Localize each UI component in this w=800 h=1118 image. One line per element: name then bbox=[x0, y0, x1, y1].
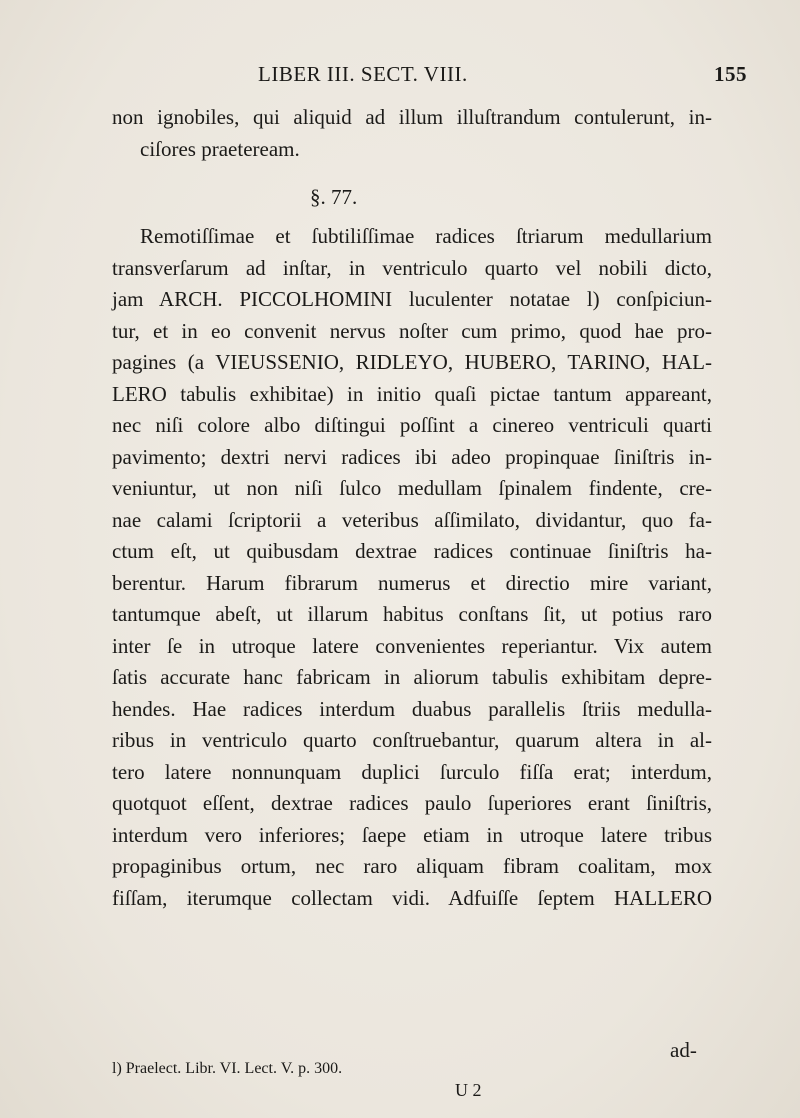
text-line: LERO tabulis exhibitae) in initio quaſi pictae tantum appareant, bbox=[112, 381, 712, 406]
text-line: veniuntur, ut non niſi ſulco medullam ſpinalem findente, cre- bbox=[112, 476, 712, 500]
catchword: ad- bbox=[670, 1038, 697, 1062]
text-line: hendes. Hae radices interdum duabus parallelis ſtriis medulla- bbox=[112, 696, 712, 721]
text-line: tero latere nonnunquam duplici ſurculo fiſſa erat; interdum, bbox=[112, 759, 712, 784]
text-line: pavimento; dextri nervi radices ibi adeo propinquae ſiniſtris in- bbox=[112, 444, 712, 469]
text-line: ribus in ventriculo quarto conſtruebantur, quarum altera in al- bbox=[112, 728, 712, 752]
text-line: pagines (a VIEUSSENIO, RIDLEYO, HUBERO, TARINO, HAL- bbox=[112, 350, 712, 374]
text-line: nec niſi colore albo diſtingui poſſint a cinereo ventriculi quarti bbox=[112, 413, 712, 437]
text-line: non ignobiles, qui aliquid ad illum illuſtrandum contulerunt, in- bbox=[112, 105, 712, 129]
text-line: fiſſam, iterumque collectam vidi. Adfuiſſe ſeptem HALLERO bbox=[112, 885, 712, 910]
text-line: inter ſe in utroque latere convenientes reperiantur. Vix autem bbox=[112, 633, 712, 658]
footnote: l) Praelect. Libr. VI. Lect. V. p. 300. bbox=[112, 1060, 343, 1077]
text-line: nae calami ſcriptorii a veteribus aſſimilato, dividantur, quo fa- bbox=[112, 507, 712, 532]
page-number: 155 bbox=[714, 62, 747, 86]
section-number: §. 77. bbox=[310, 185, 358, 209]
running-head: LIBER III. SECT. VIII. bbox=[258, 62, 468, 86]
signature-mark: U 2 bbox=[455, 1080, 482, 1100]
text-line: interdum vero inferiores; ſaepe etiam in utroque latere tribus bbox=[112, 822, 712, 847]
text-line: tur, et in eo convenit nervus noſter cum primo, quod hae pro- bbox=[112, 318, 712, 343]
text-line: berentur. Harum fibrarum numerus et directio mire variant, bbox=[112, 570, 712, 595]
text-line: tantumque abeſt, ut illarum habitus conſtans ſit, ut potius raro bbox=[112, 602, 712, 626]
text-line: ctum eſt, ut quibusdam dextrae radices continuae ſiniſtris ha- bbox=[112, 539, 712, 563]
text-line: quotquot eſſent, dextrae radices paulo ſuperiores erant ſiniſtris, bbox=[112, 791, 712, 815]
text-line: jam ARCH. PICCOLHOMINI luculenter notatae l) conſpiciun- bbox=[112, 287, 712, 311]
body-text bbox=[112, 102, 712, 914]
text-line: ciſores praeteream. bbox=[140, 136, 300, 161]
page-header bbox=[0, 62, 800, 92]
text-line: ſatis accurate hanc fabricam in aliorum tabulis exhibitam depre- bbox=[112, 665, 712, 689]
text-line: propaginibus ortum, nec raro aliquam fibram coalitam, mox bbox=[112, 854, 712, 878]
text-line: transverſarum ad inſtar, in ventriculo quarto vel nobili dicto, bbox=[112, 255, 712, 280]
text-line: Remotiſſimae et ſubtiliſſimae radices ſtriarum medullarium bbox=[140, 224, 712, 248]
